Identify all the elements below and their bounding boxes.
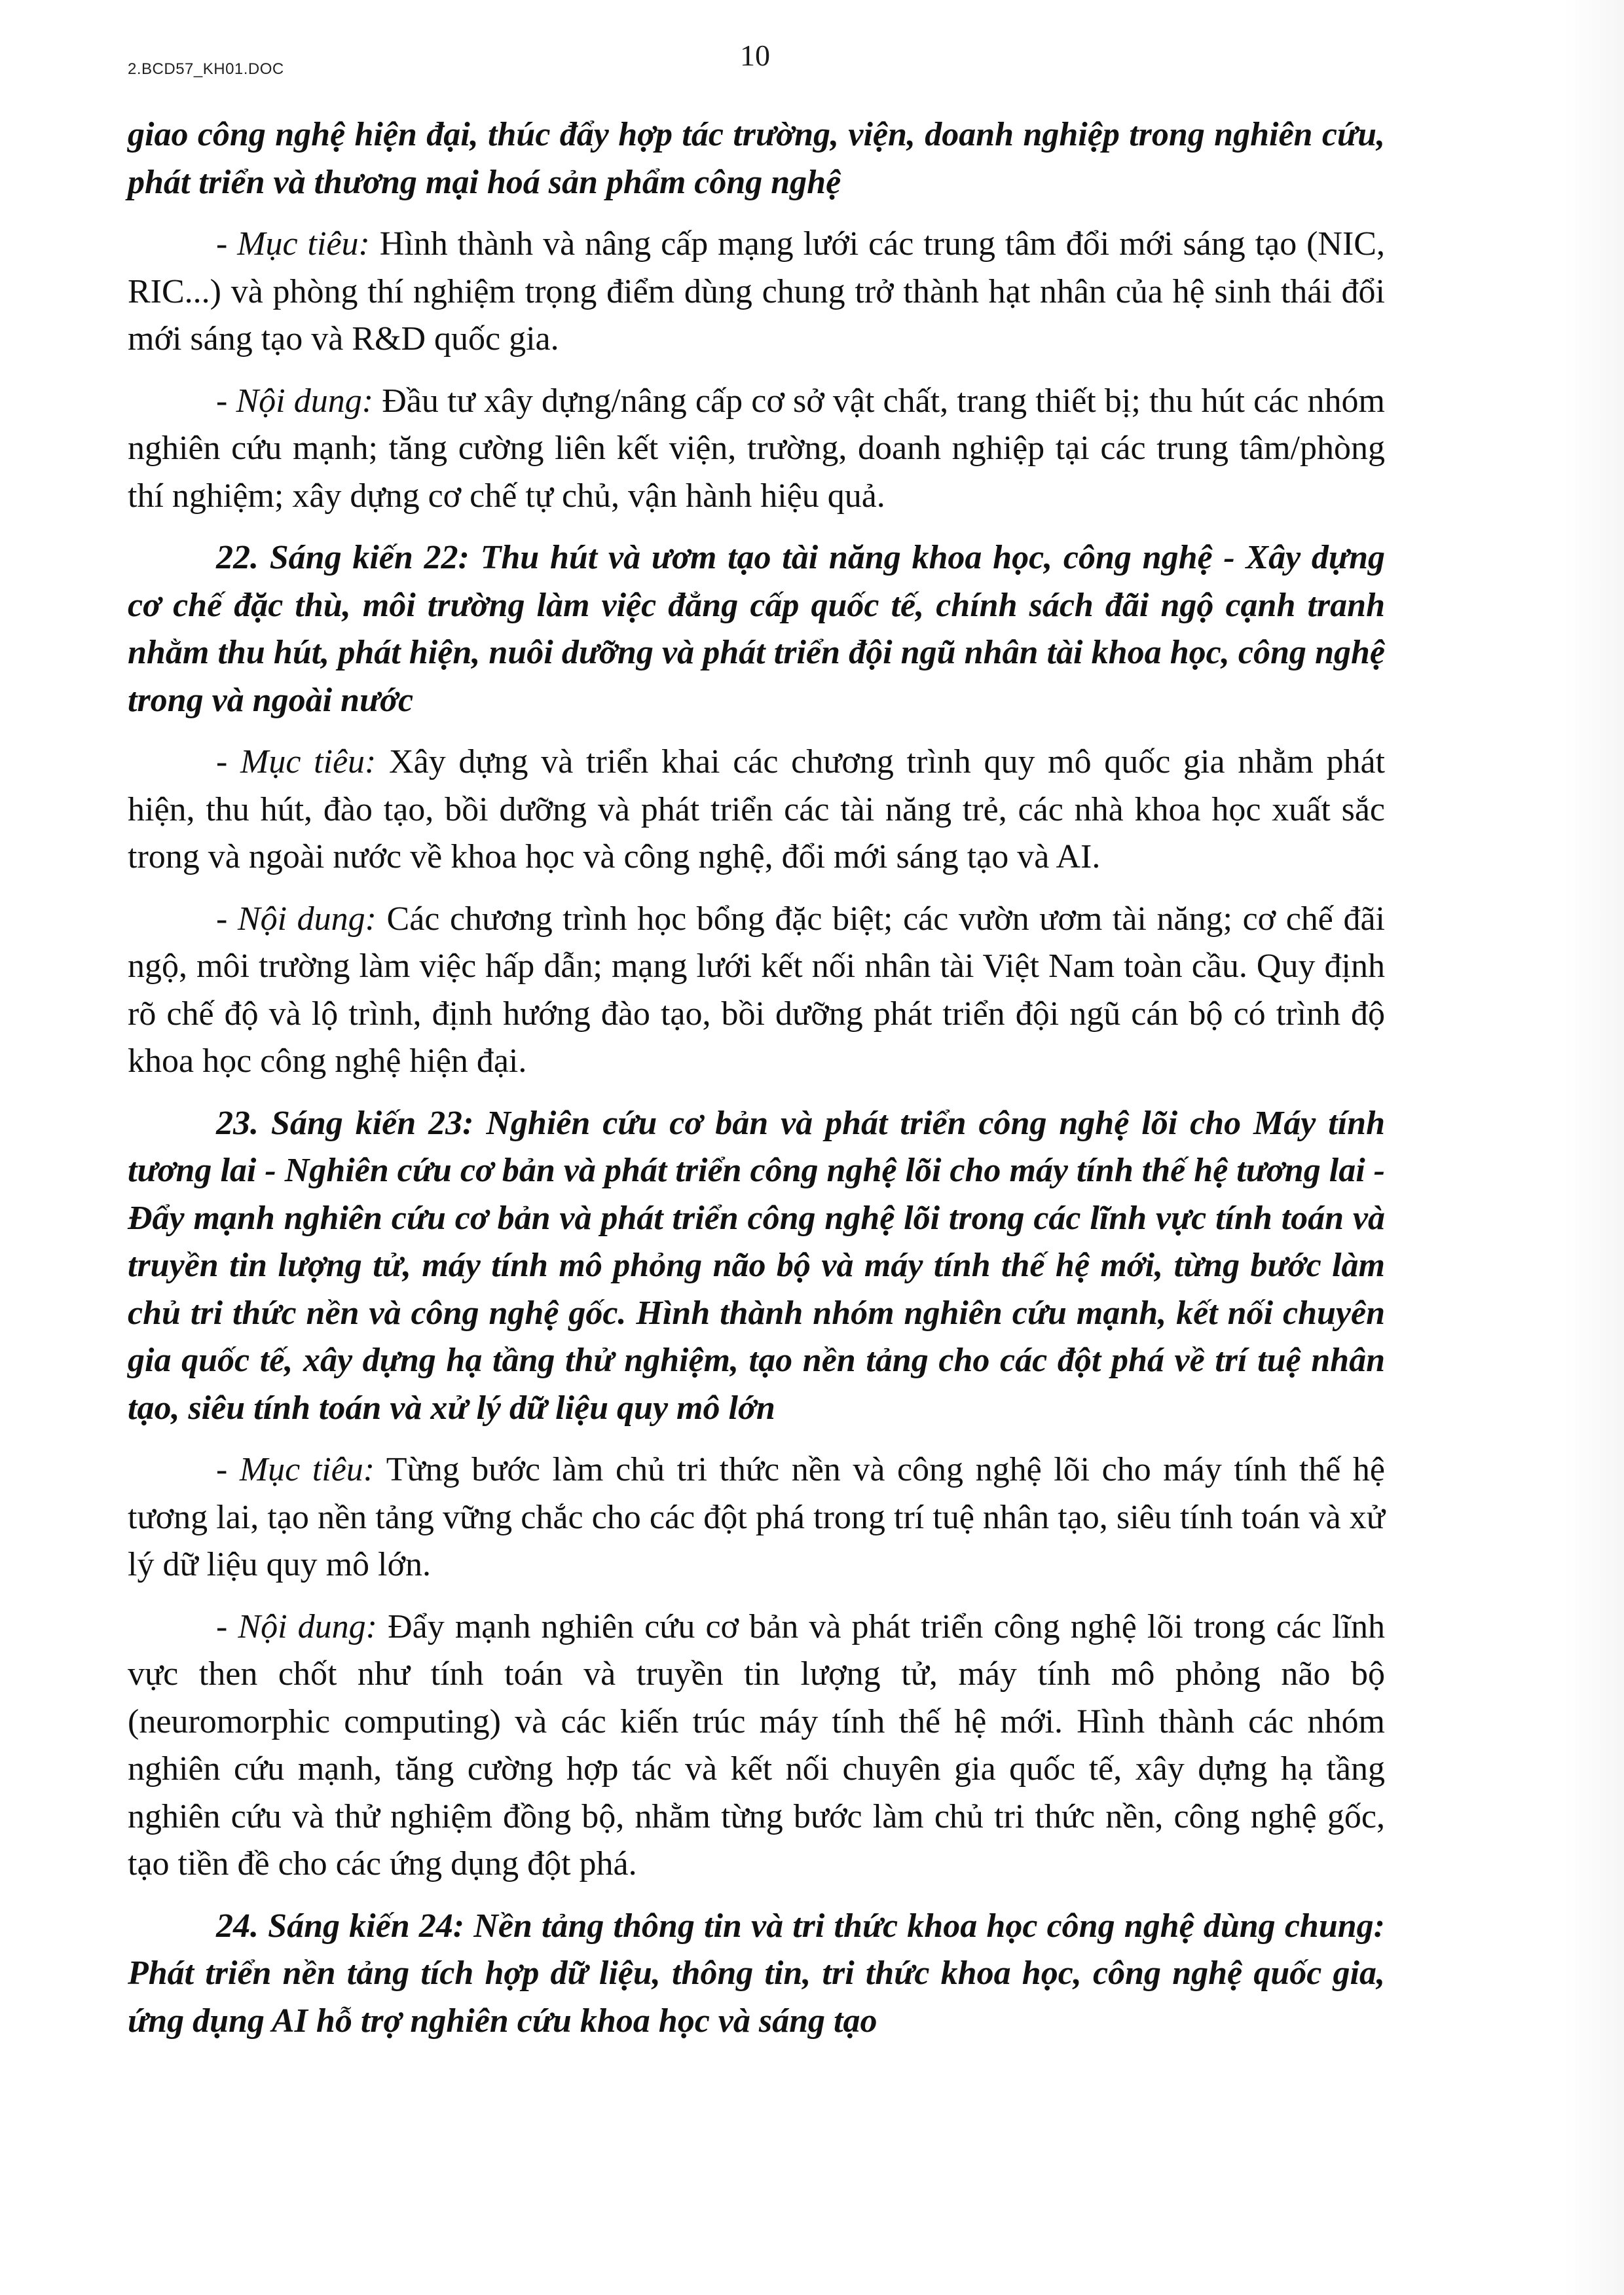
document-file-reference: 2.BCD57_KH01.DOC — [128, 60, 284, 78]
objective-text: Từng bước làm chủ tri thức nền và công nghệ lõi cho máy tính thế hệ tương lai, tạo nền tảng vững chắc cho các đột phá trong trí tuệ nhân tạo, siêu tính toán và xử lý dữ liệu quy mô lớn. — [128, 1451, 1385, 1583]
heading-continuation: giao công nghệ hiện đại, thúc đẩy hợp tác trường, viện, doanh nghiệp trong nghiên cứu, phát triển và thương mại hoá sản phẩm công nghệ — [128, 116, 1385, 201]
initiative-22-heading: 22. Sáng kiến 22: Thu hút và ươm tạo tài năng khoa học, công nghệ - Xây dựng cơ chế đặc thù, môi trường làm việc đẳng cấp quốc tế, chính sách đãi ngộ cạnh tranh nhằm thu hút, phát hiện, nuôi dưỡng và phát triển đội ngũ nhân tài khoa học, công nghệ trong và ngoài nước — [128, 539, 1385, 719]
initiative-23-heading: 23. Sáng kiến 23: Nghiên cứu cơ bản và phát triển công nghệ lõi cho Máy tính tương lai - Nghiên cứu cơ bản và phát triển công nghệ lõi cho máy tính thế hệ tương lai - Đẩy mạnh nghiên cứu cơ bản và phát triển công nghệ lõi trong các lĩnh vực tính toán và truyền tin lượng tử, máy tính mô phỏng não bộ và máy tính thế hệ mới, từng bước làm chủ tri thức nền và công nghệ gốc. Hình thành nhóm nghiên cứu mạnh, kết nối chuyên gia quốc tế, xây dựng hạ tầng thử nghiệm, tạo nền tảng cho các đột phá về trí tuệ nhân tạo, siêu tính toán và xử lý dữ liệu quy mô lớn — [128, 1104, 1385, 1427]
page-number: 10 — [740, 39, 770, 72]
objective-text: Hình thành và nâng cấp mạng lưới các trung tâm đổi mới sáng tạo (NIC, RIC...) và phòng thí nghiệm trọng điểm dùng chung trở thành hạt nhân của hệ sinh thái đổi mới sáng tạo và R&D quốc gia. — [128, 225, 1385, 358]
content-label: - Nội dung: — [216, 900, 377, 938]
content-text: Các chương trình học bổng đặc biệt; các vườn ươm tài năng; cơ chế đãi ngộ, môi trường làm việc hấp dẫn; mạng lưới kết nối nhân tài Việt Nam toàn cầu. Quy định rõ chế độ và lộ trình, định hướng đào tạo, bồi dưỡng phát triển đội ngũ cán bộ có trình độ khoa học công nghệ hiện đại. — [128, 900, 1386, 1080]
objective-paragraph-22 — [128, 739, 1385, 881]
content-label: - Nội dung: — [216, 1607, 377, 1645]
document-body — [128, 111, 1385, 2059]
content-label: - Nội dung: — [216, 382, 374, 420]
objective-paragraph-21 — [128, 221, 1385, 363]
content-paragraph-22 — [128, 896, 1385, 1086]
objective-text: Xây dựng và triển khai các chương trình quy mô quốc gia nhằm phát hiện, thu hút, đào tạo, bồi dưỡng và phát triển các tài năng trẻ, các nhà khoa học xuất sắc trong và ngoài nước về khoa học và công nghệ, đổi mới sáng tạo và AI. — [128, 743, 1385, 875]
objective-label: - Mục tiêu: — [216, 1451, 375, 1488]
scan-edge-shading — [1565, 0, 1624, 2295]
content-text: Đầu tư xây dựng/nâng cấp cơ sở vật chất, trang thiết bị; thu hút các nhóm nghiên cứu mạnh; tăng cường liên kết viện, trường, doanh nghiệp tại các trung tâm/phòng thí nghiệm; xây dựng cơ chế tự chủ, vận hành hiệu quả. — [128, 382, 1385, 515]
objective-label: - Mục tiêu: — [216, 225, 370, 263]
objective-paragraph-23 — [128, 1446, 1385, 1589]
content-text: Đẩy mạnh nghiên cứu cơ bản và phát triển công nghệ lõi trong các lĩnh vực then chốt như tính toán và truyền tin lượng tử, máy tính mô phỏng não bộ (neuromorphic computing) và các kiến trúc máy tính thế hệ mới. Hình thành các nhóm nghiên cứu mạnh, tăng cường hợp tác và kết nối chuyên gia quốc tế, xây dựng hạ tầng nghiên cứu và thử nghiệm đồng bộ, nhằm từng bước làm chủ tri thức nền, công nghệ gốc, tạo tiền đề cho các ứng dụng đột phá. — [128, 1607, 1386, 1882]
content-paragraph-23 — [128, 1604, 1385, 1888]
content-paragraph-21 — [128, 378, 1385, 521]
objective-label: - Mục tiêu: — [216, 743, 377, 780]
initiative-24-heading: 24. Sáng kiến 24: Nền tảng thông tin và tri thức khoa học công nghệ dùng chung: Phát triển nền tảng tích hợp dữ liệu, thông tin, tri thức khoa học, công nghệ quốc gia, ứng dụng AI hỗ trợ nghiên cứu khoa học và sáng tạo — [128, 1907, 1385, 2040]
